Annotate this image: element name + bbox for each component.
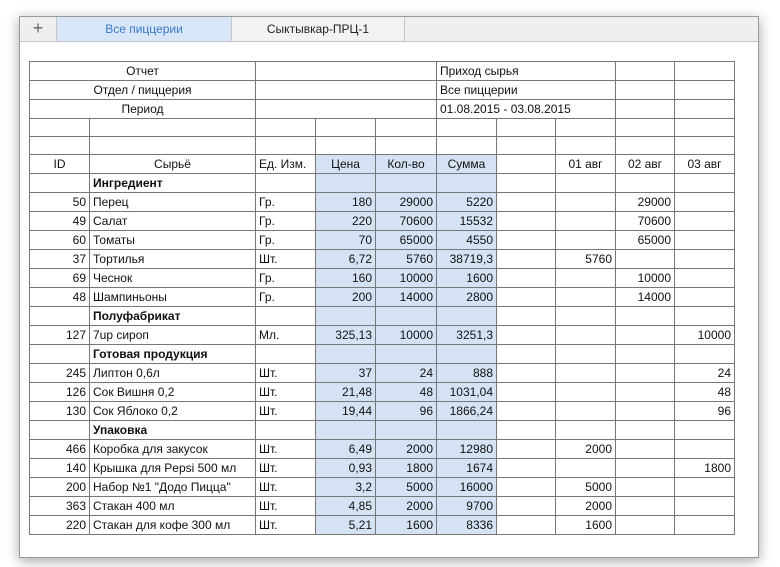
table-row: [30, 212, 735, 231]
cell-day1[interactable]: 2000: [556, 440, 616, 459]
cell-qty[interactable]: 29000: [376, 193, 437, 212]
cell-id[interactable]: 50: [30, 193, 90, 212]
cell-day3[interactable]: [675, 516, 735, 535]
period-value[interactable]: 01.08.2015 - 03.08.2015: [437, 100, 616, 119]
cell-sum[interactable]: 888: [437, 364, 497, 383]
cell-day1[interactable]: [556, 402, 616, 421]
cell-price[interactable]: 70: [316, 231, 376, 250]
add-sheet-button[interactable]: [20, 17, 57, 41]
cell-sum[interactable]: 1674: [437, 459, 497, 478]
cell-id[interactable]: 220: [30, 516, 90, 535]
cell-blank[interactable]: [497, 383, 556, 402]
cell[interactable]: [30, 137, 90, 155]
cell-day3[interactable]: [675, 250, 735, 269]
cell[interactable]: [316, 119, 376, 137]
cell-blank[interactable]: [497, 269, 556, 288]
cell[interactable]: [30, 119, 90, 137]
report-label-spacer[interactable]: [256, 62, 437, 81]
table-row: [30, 516, 735, 535]
cell-material[interactable]: Сок Яблоко 0,2: [90, 402, 256, 421]
cell-day1[interactable]: [556, 326, 616, 345]
cell-day2[interactable]: [616, 326, 675, 345]
col-header-blank[interactable]: [497, 155, 556, 174]
cell-day3[interactable]: [675, 212, 735, 231]
cell[interactable]: [675, 81, 735, 100]
cell-day1[interactable]: 5760: [556, 250, 616, 269]
cell-price[interactable]: [316, 421, 376, 440]
cell-material[interactable]: Липтон 0,6л: [90, 364, 256, 383]
cell[interactable]: [616, 137, 675, 155]
cell-id[interactable]: 200: [30, 478, 90, 497]
cell-day1[interactable]: [556, 288, 616, 307]
cell-id[interactable]: 126: [30, 383, 90, 402]
group-row: [30, 174, 735, 193]
cell-day2[interactable]: [616, 440, 675, 459]
col-header-day1[interactable]: 01 авг: [556, 155, 616, 174]
cell-qty[interactable]: 10000: [376, 269, 437, 288]
cell-day3[interactable]: [675, 497, 735, 516]
cell-unit[interactable]: Гр.: [256, 193, 316, 212]
cell-day3[interactable]: [675, 307, 735, 326]
cell-day3[interactable]: 10000: [675, 326, 735, 345]
cell-day1[interactable]: 2000: [556, 497, 616, 516]
cell-sum[interactable]: 38719,3: [437, 250, 497, 269]
cell[interactable]: [675, 100, 735, 119]
table-row: [30, 478, 735, 497]
cell-blank[interactable]: [497, 212, 556, 231]
cell-day3[interactable]: 48: [675, 383, 735, 402]
group-row: [30, 307, 735, 326]
cell-sum[interactable]: 5220: [437, 193, 497, 212]
group-name[interactable]: Полуфабрикат: [90, 307, 256, 326]
cell-unit[interactable]: Шт.: [256, 440, 316, 459]
cell-qty[interactable]: [376, 307, 437, 326]
cell-blank[interactable]: [497, 421, 556, 440]
cell-material[interactable]: Сок Вишня 0,2: [90, 383, 256, 402]
cell-day2[interactable]: [616, 516, 675, 535]
cell-id[interactable]: 60: [30, 231, 90, 250]
table-row: [30, 193, 735, 212]
cell-material[interactable]: Перец: [90, 193, 256, 212]
cell-day2[interactable]: [616, 478, 675, 497]
cell-day2[interactable]: [616, 307, 675, 326]
cell-day2[interactable]: [616, 497, 675, 516]
group-name[interactable]: Готовая продукция: [90, 345, 256, 364]
group-row: [30, 345, 735, 364]
cell-material[interactable]: 7up сироп: [90, 326, 256, 345]
cell-qty[interactable]: 96: [376, 402, 437, 421]
cell-id[interactable]: [30, 421, 90, 440]
cell-day2[interactable]: 14000: [616, 288, 675, 307]
cell-unit[interactable]: Гр.: [256, 269, 316, 288]
cell-material[interactable]: Набор №1 "Додо Пицца": [90, 478, 256, 497]
cell-day1[interactable]: [556, 383, 616, 402]
cell-unit[interactable]: Шт.: [256, 383, 316, 402]
cell-blank[interactable]: [497, 307, 556, 326]
cell-day3[interactable]: 96: [675, 402, 735, 421]
dept-label[interactable]: Отдел / пиццерия: [30, 81, 256, 100]
cell-qty[interactable]: 5760: [376, 250, 437, 269]
cell-id[interactable]: 245: [30, 364, 90, 383]
cell-material[interactable]: Салат: [90, 212, 256, 231]
cell-id[interactable]: 140: [30, 459, 90, 478]
cell-day1[interactable]: [556, 459, 616, 478]
cell-id[interactable]: [30, 174, 90, 193]
group-row: [30, 421, 735, 440]
cell-price[interactable]: 21,48: [316, 383, 376, 402]
cell-day3[interactable]: [675, 174, 735, 193]
cell[interactable]: [316, 137, 376, 155]
cell-day3[interactable]: [675, 269, 735, 288]
cell[interactable]: [497, 137, 556, 155]
cell-price[interactable]: 5,21: [316, 516, 376, 535]
cell-price[interactable]: [316, 345, 376, 364]
cell-sum[interactable]: 2800: [437, 288, 497, 307]
cell[interactable]: [90, 119, 256, 137]
cell-unit[interactable]: Шт.: [256, 497, 316, 516]
cell-unit[interactable]: Гр.: [256, 288, 316, 307]
cell-day2[interactable]: [616, 421, 675, 440]
col-header-price[interactable]: Цена: [316, 155, 376, 174]
cell-material[interactable]: Стакан 400 мл: [90, 497, 256, 516]
group-name[interactable]: Упаковка: [90, 421, 256, 440]
col-header-day3[interactable]: 03 авг: [675, 155, 735, 174]
cell-sum[interactable]: 9700: [437, 497, 497, 516]
cell-sum[interactable]: 1866,24: [437, 402, 497, 421]
cell-day1[interactable]: 5000: [556, 478, 616, 497]
cell-day1[interactable]: [556, 193, 616, 212]
cell-blank[interactable]: [497, 174, 556, 193]
cell[interactable]: [556, 119, 616, 137]
empty-row: [30, 119, 735, 137]
cell-day3[interactable]: [675, 478, 735, 497]
cell-sum[interactable]: 12980: [437, 440, 497, 459]
table-row: [30, 402, 735, 421]
cell[interactable]: [256, 137, 316, 155]
cell-price[interactable]: 160: [316, 269, 376, 288]
header-row-dept: [30, 81, 735, 100]
cell-sum[interactable]: 8336: [437, 516, 497, 535]
cell-unit[interactable]: Шт.: [256, 516, 316, 535]
cell-day1[interactable]: 1600: [556, 516, 616, 535]
cell-day3[interactable]: [675, 345, 735, 364]
cell-material[interactable]: Стакан для кофе 300 мл: [90, 516, 256, 535]
cell[interactable]: [675, 137, 735, 155]
cell-material[interactable]: Томаты: [90, 231, 256, 250]
cell-id[interactable]: 37: [30, 250, 90, 269]
cell-price[interactable]: 37: [316, 364, 376, 383]
cell-material[interactable]: Коробка для закусок: [90, 440, 256, 459]
tab-label: Все пиццерии: [105, 22, 183, 36]
cell-qty[interactable]: 14000: [376, 288, 437, 307]
cell[interactable]: [376, 137, 437, 155]
table-row: [30, 440, 735, 459]
report-value[interactable]: Приход сырья: [437, 62, 616, 81]
cell-qty[interactable]: 10000: [376, 326, 437, 345]
cell-price[interactable]: 19,44: [316, 402, 376, 421]
cell[interactable]: [90, 137, 256, 155]
cell-sum[interactable]: [437, 421, 497, 440]
cell-qty[interactable]: 24: [376, 364, 437, 383]
cell-blank[interactable]: [497, 326, 556, 345]
cell-day3[interactable]: [675, 231, 735, 250]
cell-unit[interactable]: [256, 174, 316, 193]
cell-sum[interactable]: [437, 174, 497, 193]
cell-sum[interactable]: 4550: [437, 231, 497, 250]
dept-value[interactable]: Все пиццерии: [437, 81, 616, 100]
cell[interactable]: [256, 119, 316, 137]
col-header-unit[interactable]: Ед. Изм.: [256, 155, 316, 174]
cell-day1[interactable]: [556, 421, 616, 440]
cell-sum[interactable]: 16000: [437, 478, 497, 497]
cell-blank[interactable]: [497, 193, 556, 212]
cell-day2[interactable]: 29000: [616, 193, 675, 212]
cell-day2[interactable]: [616, 364, 675, 383]
cell-material[interactable]: Крышка для Pepsi 500 мл: [90, 459, 256, 478]
header-row-report: [30, 62, 735, 81]
cell-id[interactable]: 69: [30, 269, 90, 288]
cell-day2[interactable]: [616, 383, 675, 402]
empty-row: [30, 137, 735, 155]
cell-day2[interactable]: 10000: [616, 269, 675, 288]
cell[interactable]: [616, 81, 675, 100]
plus-icon: +: [32, 18, 44, 38]
table-row: [30, 269, 735, 288]
cell-day2[interactable]: [616, 174, 675, 193]
cell-day2[interactable]: [616, 345, 675, 364]
cell-qty[interactable]: [376, 421, 437, 440]
cell-unit[interactable]: [256, 421, 316, 440]
cell-unit[interactable]: Гр.: [256, 212, 316, 231]
cell-unit[interactable]: Шт.: [256, 364, 316, 383]
cell-blank[interactable]: [497, 440, 556, 459]
cell-blank[interactable]: [497, 250, 556, 269]
cell-price[interactable]: 0,93: [316, 459, 376, 478]
column-header-row: [30, 155, 735, 174]
cell-day1[interactable]: [556, 307, 616, 326]
cell-unit[interactable]: Мл.: [256, 326, 316, 345]
cell-day1[interactable]: [556, 364, 616, 383]
cell-price[interactable]: [316, 174, 376, 193]
cell-blank[interactable]: [497, 516, 556, 535]
cell-qty[interactable]: [376, 174, 437, 193]
table-row: [30, 383, 735, 402]
cell[interactable]: [616, 100, 675, 119]
cell[interactable]: [437, 119, 497, 137]
table-row: [30, 288, 735, 307]
tab-syktyvkar-prc-1[interactable]: [232, 17, 405, 41]
cell-unit[interactable]: [256, 307, 316, 326]
cell-id[interactable]: 363: [30, 497, 90, 516]
cell-day3[interactable]: [675, 421, 735, 440]
cell-day1[interactable]: [556, 231, 616, 250]
cell-unit[interactable]: Шт.: [256, 250, 316, 269]
cell[interactable]: [556, 137, 616, 155]
report-label[interactable]: Отчет: [30, 62, 256, 81]
cell-blank[interactable]: [497, 288, 556, 307]
cell[interactable]: [497, 119, 556, 137]
cell[interactable]: [437, 137, 497, 155]
report-table: [29, 61, 735, 535]
table-row: [30, 364, 735, 383]
group-name[interactable]: Ингредиент: [90, 174, 256, 193]
cell-id[interactable]: 127: [30, 326, 90, 345]
cell-qty[interactable]: 1600: [376, 516, 437, 535]
cell-day3[interactable]: [675, 440, 735, 459]
cell-sum[interactable]: 1600: [437, 269, 497, 288]
cell-material[interactable]: Шампиньоны: [90, 288, 256, 307]
cell-unit[interactable]: Шт.: [256, 478, 316, 497]
cell-material[interactable]: Тортилья: [90, 250, 256, 269]
cell[interactable]: [616, 119, 675, 137]
cell-unit[interactable]: Гр.: [256, 231, 316, 250]
col-header-day2[interactable]: 02 авг: [616, 155, 675, 174]
cell-blank[interactable]: [497, 364, 556, 383]
cell-day1[interactable]: [556, 269, 616, 288]
dept-label-spacer[interactable]: [256, 81, 437, 100]
cell-day2[interactable]: [616, 402, 675, 421]
cell-qty[interactable]: 5000: [376, 478, 437, 497]
cell-id[interactable]: 466: [30, 440, 90, 459]
cell-qty[interactable]: 2000: [376, 440, 437, 459]
cell[interactable]: [616, 62, 675, 81]
cell-qty[interactable]: 65000: [376, 231, 437, 250]
cell-qty[interactable]: 48: [376, 383, 437, 402]
cell-blank[interactable]: [497, 231, 556, 250]
cell-id[interactable]: 130: [30, 402, 90, 421]
cell-price[interactable]: 180: [316, 193, 376, 212]
table-row: [30, 459, 735, 478]
cell-price[interactable]: 200: [316, 288, 376, 307]
cell-id[interactable]: 48: [30, 288, 90, 307]
cell-material[interactable]: Чеснок: [90, 269, 256, 288]
cell-day2[interactable]: [616, 459, 675, 478]
cell-day2[interactable]: 65000: [616, 231, 675, 250]
cell-id[interactable]: 49: [30, 212, 90, 231]
cell-price[interactable]: 6,72: [316, 250, 376, 269]
report-table-body: [30, 62, 735, 535]
cell-qty[interactable]: [376, 345, 437, 364]
cell-blank[interactable]: [497, 497, 556, 516]
cell-sum[interactable]: 1031,04: [437, 383, 497, 402]
tab-all-pizzerias[interactable]: [57, 17, 232, 41]
cell[interactable]: [675, 119, 735, 137]
cell-qty[interactable]: 2000: [376, 497, 437, 516]
col-header-qty[interactable]: Кол-во: [376, 155, 437, 174]
cell-day3[interactable]: [675, 288, 735, 307]
cell-price[interactable]: [316, 307, 376, 326]
table-row: [30, 326, 735, 345]
cell-blank[interactable]: [497, 459, 556, 478]
col-header-id[interactable]: ID: [30, 155, 90, 174]
cell-price[interactable]: 220: [316, 212, 376, 231]
cell-price[interactable]: 3,2: [316, 478, 376, 497]
cell-price[interactable]: 4,85: [316, 497, 376, 516]
period-label-spacer[interactable]: [256, 100, 437, 119]
cell-id[interactable]: [30, 345, 90, 364]
cell-sum[interactable]: [437, 307, 497, 326]
cell-day3[interactable]: 1800: [675, 459, 735, 478]
cell-blank[interactable]: [497, 402, 556, 421]
cell-day1[interactable]: [556, 345, 616, 364]
sheet-tab-bar: [20, 17, 758, 42]
cell-blank[interactable]: [497, 345, 556, 364]
col-header-sum[interactable]: Сумма: [437, 155, 497, 174]
cell-day2[interactable]: [616, 250, 675, 269]
table-row: [30, 497, 735, 516]
cell-blank[interactable]: [497, 478, 556, 497]
cell-day3[interactable]: 24: [675, 364, 735, 383]
cell-sum[interactable]: [437, 345, 497, 364]
table-row: [30, 250, 735, 269]
cell-price[interactable]: 6,49: [316, 440, 376, 459]
cell-id[interactable]: [30, 307, 90, 326]
table-row: [30, 231, 735, 250]
cell-sum[interactable]: 15532: [437, 212, 497, 231]
cell[interactable]: [376, 119, 437, 137]
cell-day3[interactable]: [675, 193, 735, 212]
cell-qty[interactable]: 1800: [376, 459, 437, 478]
cell-qty[interactable]: 70600: [376, 212, 437, 231]
cell-unit[interactable]: Шт.: [256, 402, 316, 421]
col-header-material[interactable]: Сырьё: [90, 155, 256, 174]
cell-unit[interactable]: [256, 345, 316, 364]
cell-unit[interactable]: Шт.: [256, 459, 316, 478]
tab-label: Сыктывкар-ПРЦ-1: [266, 22, 370, 36]
cell-day1[interactable]: [556, 174, 616, 193]
cell[interactable]: [675, 62, 735, 81]
cell-sum[interactable]: 3251,3: [437, 326, 497, 345]
cell-day1[interactable]: [556, 212, 616, 231]
cell-price[interactable]: 325,13: [316, 326, 376, 345]
period-label[interactable]: Период: [30, 100, 256, 119]
header-row-period: [30, 100, 735, 119]
cell-day2[interactable]: 70600: [616, 212, 675, 231]
